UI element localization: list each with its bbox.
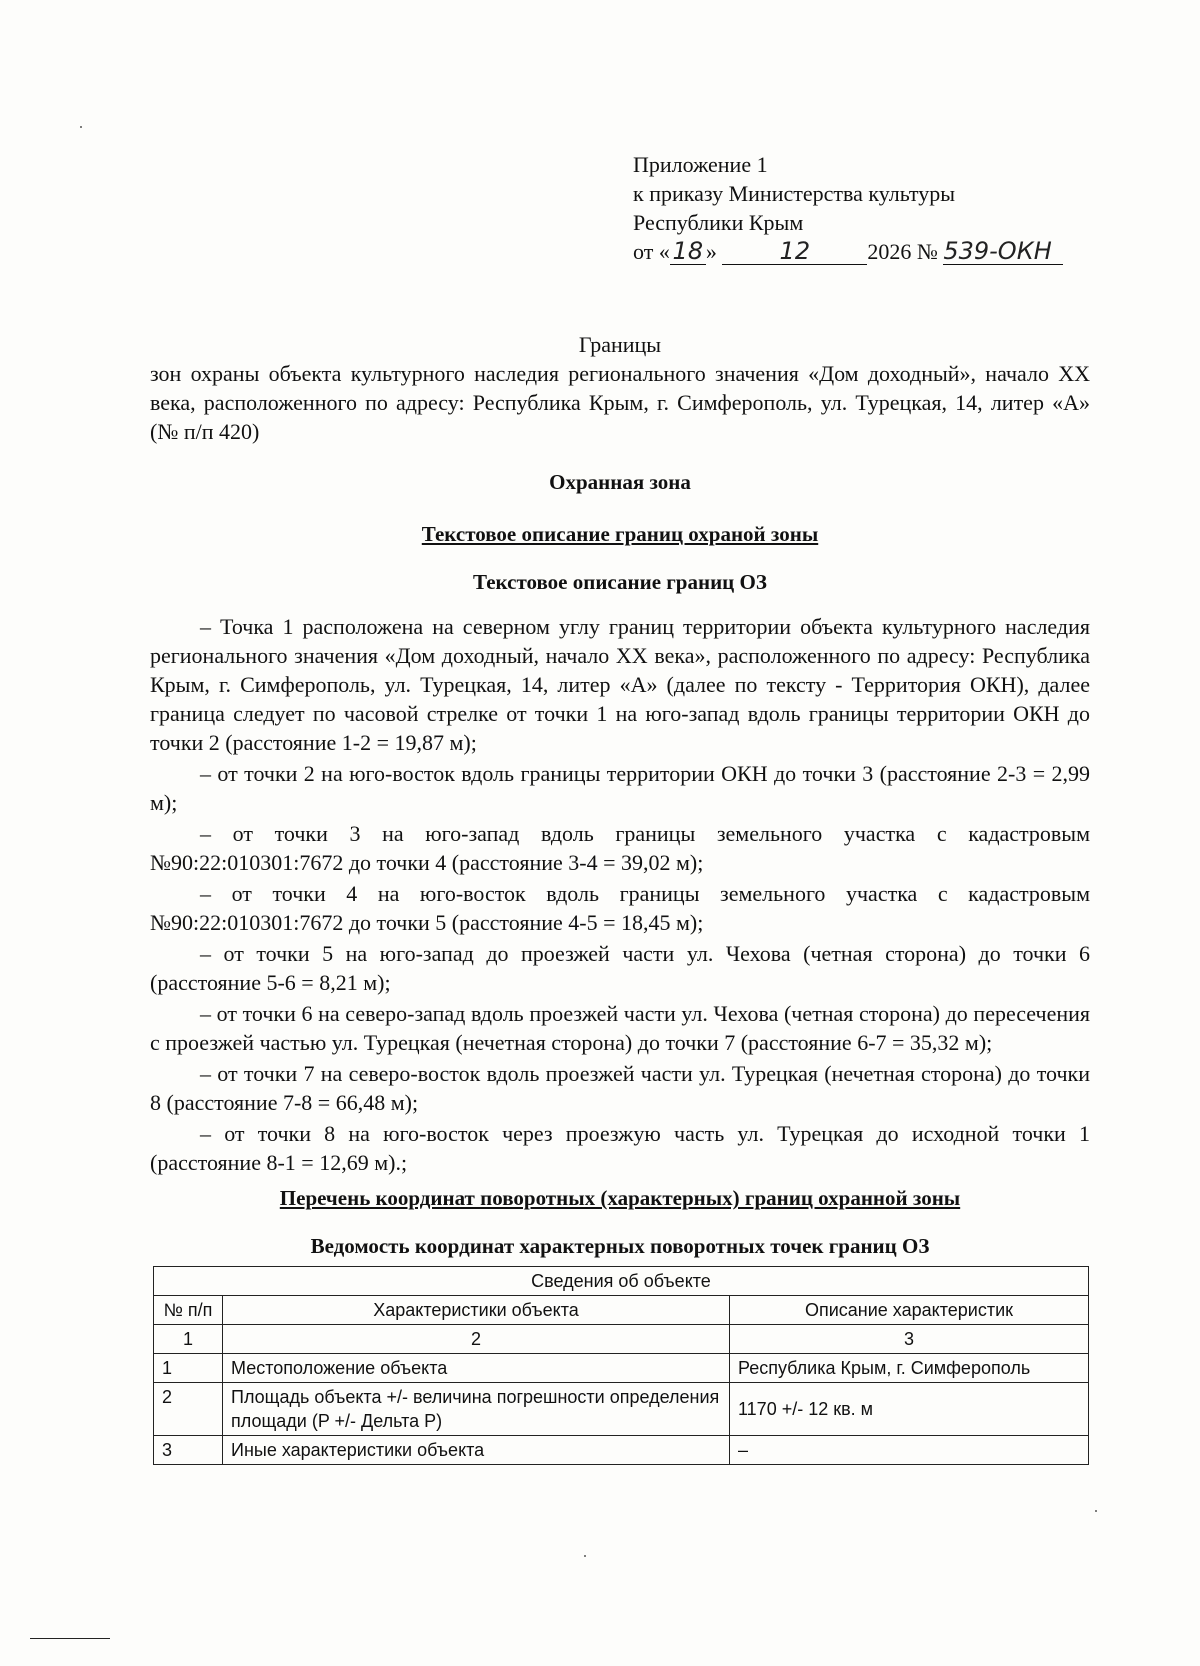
handwritten-day: 18 bbox=[670, 240, 706, 265]
header-number: № п/п bbox=[154, 1296, 223, 1325]
row-characteristic: Местоположение объекта bbox=[223, 1354, 730, 1383]
order-reference: к приказу Министерства культуры bbox=[633, 181, 956, 206]
boundary-segment: – Точка 1 расположена на северном углу границ территории объекта культурного наследия регионального значения «Дом доходный, начало XX века», расположенного по адресу: Республика Крым, г. Симферополь, ул. Турецкая, 14, литер «А» (далее по тексту - Территория ОКН), далее граница следует по часовой стрелке от точки 1 на юго-запад вдоль границы территории ОКН до точки 2 (расстояние 1-2 = 19,87 м); bbox=[150, 612, 1090, 757]
section-coordinates-heading: Перечень координат поворотных (характерных) границ охранной зоны bbox=[279, 1186, 961, 1210]
column-number: 1 bbox=[154, 1325, 223, 1354]
boundary-segment: – от точки 8 на юго-восток через проезжую часть ул. Турецкая до исходной точки 1 (расстояние 8-1 = 12,69 м).; bbox=[150, 1119, 1090, 1177]
boundary-segment: – от точки 7 на северо-восток вдоль проезжей части ул. Турецкая (нечетная сторона) до точки 8 (расстояние 7-8 = 66,48 м); bbox=[150, 1059, 1090, 1117]
table-row bbox=[154, 1383, 1089, 1436]
scan-speck bbox=[80, 126, 82, 128]
title-heading: Границы bbox=[578, 332, 662, 357]
table-column-number-row bbox=[154, 1325, 1089, 1354]
appendix-header bbox=[633, 150, 1103, 266]
date-mid: » bbox=[705, 239, 717, 264]
handwritten-month: 12 bbox=[722, 240, 867, 265]
column-number: 3 bbox=[730, 1325, 1089, 1354]
row-number: 1 bbox=[154, 1354, 223, 1383]
scan-speck bbox=[584, 1555, 586, 1557]
document-title bbox=[150, 330, 1090, 446]
title-body: зон охраны объекта культурного наследия регионального значения «Дом доходный», начало XX века, расположенного по адресу: Республика Крым, г. Симферополь, ул. Турецкая, 14, литер «А» (№ п/п 420) bbox=[150, 361, 1090, 444]
scan-speck bbox=[1095, 1510, 1097, 1512]
appendix-label: Приложение 1 bbox=[633, 152, 768, 177]
section-text-description-heading: Текстовое описание границ охраной зоны bbox=[421, 522, 819, 546]
boundary-segment: – от точки 6 на северо-запад вдоль проезжей части ул. Чехова (четная сторона) до пересечения с проезжей частью ул. Турецкая (нечетная сторона) до точки 7 (расстояние 6-7 = 35,32 м); bbox=[150, 999, 1090, 1057]
section-zone-heading: Охранная зона bbox=[549, 470, 691, 494]
handwritten-order-number: 539-ОКН bbox=[943, 240, 1063, 265]
boundary-description-list bbox=[150, 612, 1090, 1179]
row-characteristic: Иные характеристики объекта bbox=[223, 1436, 730, 1465]
row-description: 1170 +/- 12 кв. м bbox=[730, 1383, 1089, 1436]
table-row bbox=[154, 1354, 1089, 1383]
table-caption-row bbox=[154, 1267, 1089, 1296]
row-description: – bbox=[730, 1436, 1089, 1465]
table-row bbox=[154, 1436, 1089, 1465]
boundary-segment: – от точки 4 на юго-восток вдоль границы земельного участка с кадастровым №90:22:010301:7672 до точки 5 (расстояние 4-5 = 18,45 м); bbox=[150, 879, 1090, 937]
header-description: Описание характеристик bbox=[730, 1296, 1089, 1325]
date-prefix: от « bbox=[633, 239, 670, 264]
table-header-row bbox=[154, 1296, 1089, 1325]
boundary-segment: – от точки 5 на юго-запад до проезжей части ул. Чехова (четная сторона) до точки 6 (расстояние 5-6 = 8,21 м); bbox=[150, 939, 1090, 997]
footer-rule bbox=[30, 1638, 110, 1639]
row-number: 2 bbox=[154, 1383, 223, 1436]
object-info-table bbox=[153, 1266, 1089, 1465]
ministry-region: Республики Крым bbox=[633, 210, 804, 235]
section-oz-description-heading: Текстовое описание границ ОЗ bbox=[473, 570, 767, 594]
section-statement-heading: Ведомость координат характерных поворотных точек границ ОЗ bbox=[310, 1234, 930, 1258]
year-prefix: 2026 № bbox=[867, 239, 938, 264]
header-characteristics: Характеристики объекта bbox=[223, 1296, 730, 1325]
row-description: Республика Крым, г. Симферополь bbox=[730, 1354, 1089, 1383]
row-characteristic: Площадь объекта +/- величина погрешности определения площади (P +/- Дельта P) bbox=[223, 1383, 730, 1436]
boundary-segment: – от точки 3 на юго-запад вдоль границы земельного участка с кадастровым №90:22:010301:7672 до точки 4 (расстояние 3-4 = 39,02 м); bbox=[150, 819, 1090, 877]
column-number: 2 bbox=[223, 1325, 730, 1354]
table-caption: Сведения об объекте bbox=[154, 1267, 1089, 1296]
row-number: 3 bbox=[154, 1436, 223, 1465]
order-date-line bbox=[633, 237, 1103, 266]
boundary-segment: – от точки 2 на юго-восток вдоль границы территории ОКН до точки 3 (расстояние 2-3 = 2,99 м); bbox=[150, 759, 1090, 817]
